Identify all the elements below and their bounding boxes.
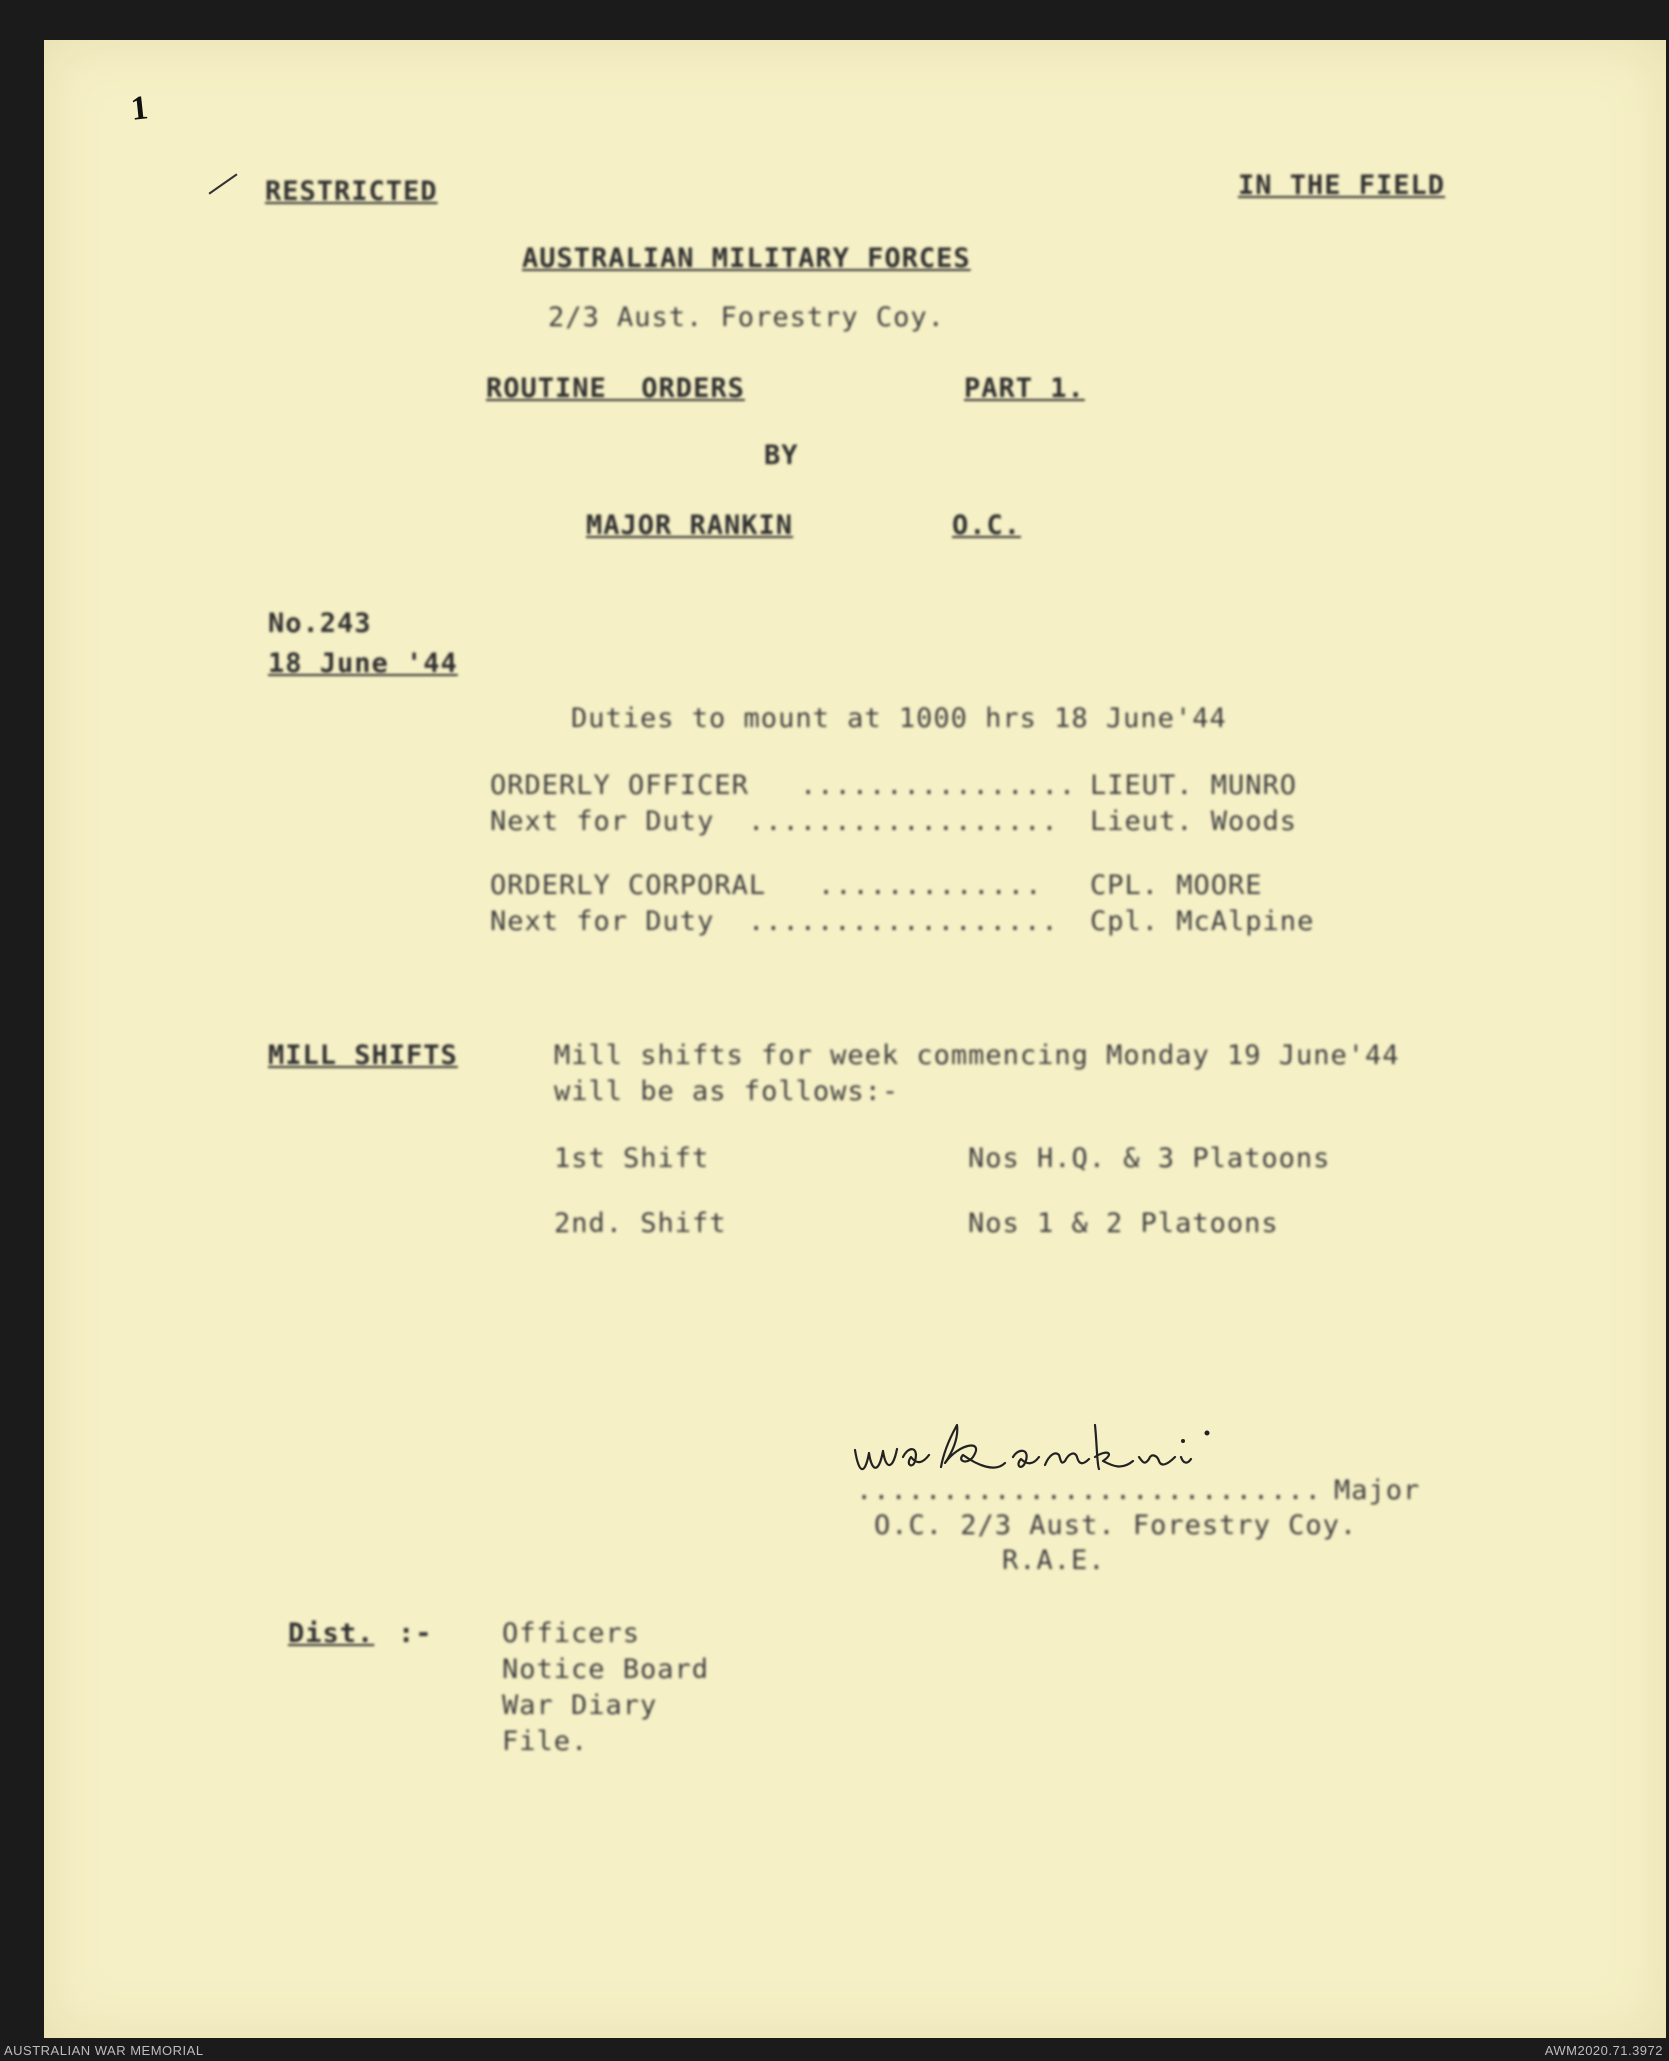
orders-title: ROUTINE ORDERS: [486, 373, 745, 404]
duty-name: Lieut. Woods: [1090, 806, 1298, 837]
mill-shifts-heading: MILL SHIFTS: [268, 1040, 458, 1071]
distribution-recipient: War Diary: [502, 1690, 658, 1721]
order-date: 18 June '44: [268, 648, 458, 679]
duty-name: Cpl. McAlpine: [1090, 906, 1315, 937]
duty-dots: ..................: [748, 806, 1059, 837]
location-label: IN THE FIELD: [1238, 170, 1446, 201]
duty-role: Next for Duty: [490, 806, 715, 837]
commander-name: MAJOR RANKIN: [586, 510, 794, 541]
classification-label: RESTRICTED: [265, 176, 438, 207]
shift-name: 2nd. Shift: [554, 1208, 727, 1239]
duty-dots: .............: [818, 870, 1043, 901]
distribution-recipient: Notice Board: [502, 1654, 710, 1685]
signature-dots: ...........................: [856, 1475, 1322, 1506]
footer-archive-name: AUSTRALIAN WAR MEMORIAL: [4, 2043, 204, 2058]
duty-role: Next for Duty: [490, 906, 715, 937]
signature-corps-line: R.A.E.: [1002, 1545, 1106, 1576]
distribution-recipient: Officers: [502, 1618, 641, 1649]
duty-dots: ..................: [748, 906, 1059, 937]
order-number: No.243: [268, 608, 372, 639]
commander-role: O.C.: [952, 510, 1022, 541]
org-title: AUSTRALIAN MILITARY FORCES: [522, 243, 971, 274]
duty-name: CPL. MOORE: [1090, 870, 1263, 901]
by-label: BY: [764, 440, 799, 471]
duty-role: ORDERLY CORPORAL: [490, 870, 767, 901]
unit-title: 2/3 Aust. Forestry Coy.: [548, 302, 945, 333]
duties-heading: Duties to mount at 1000 hrs 18 June'44: [571, 703, 1227, 734]
mill-shifts-text: Mill shifts for week commencing Monday 19 June'44: [554, 1040, 1400, 1071]
duty-name: LIEUT. MUNRO: [1090, 770, 1298, 801]
distribution-label: Dist.: [288, 1618, 375, 1649]
distribution-label-suffix: :-: [398, 1618, 433, 1649]
duty-dots: ................: [800, 770, 1077, 801]
page-number-mark: 1: [129, 89, 150, 128]
document-page: [44, 40, 1666, 2038]
signature-unit-line: O.C. 2/3 Aust. Forestry Coy.: [874, 1510, 1358, 1541]
part-label: PART 1.: [964, 373, 1085, 404]
distribution-recipient: File.: [502, 1726, 589, 1757]
mill-shifts-text: will be as follows:-: [554, 1076, 900, 1107]
shift-name: 1st Shift: [554, 1143, 710, 1174]
duty-role: ORDERLY OFFICER: [490, 770, 749, 801]
shift-platoons: Nos H.Q. & 3 Platoons: [968, 1143, 1331, 1174]
signature-rank: Major: [1334, 1475, 1421, 1506]
shift-platoons: Nos 1 & 2 Platoons: [968, 1208, 1279, 1239]
footer-reference-id: AWM2020.71.3972: [1544, 2043, 1663, 2058]
